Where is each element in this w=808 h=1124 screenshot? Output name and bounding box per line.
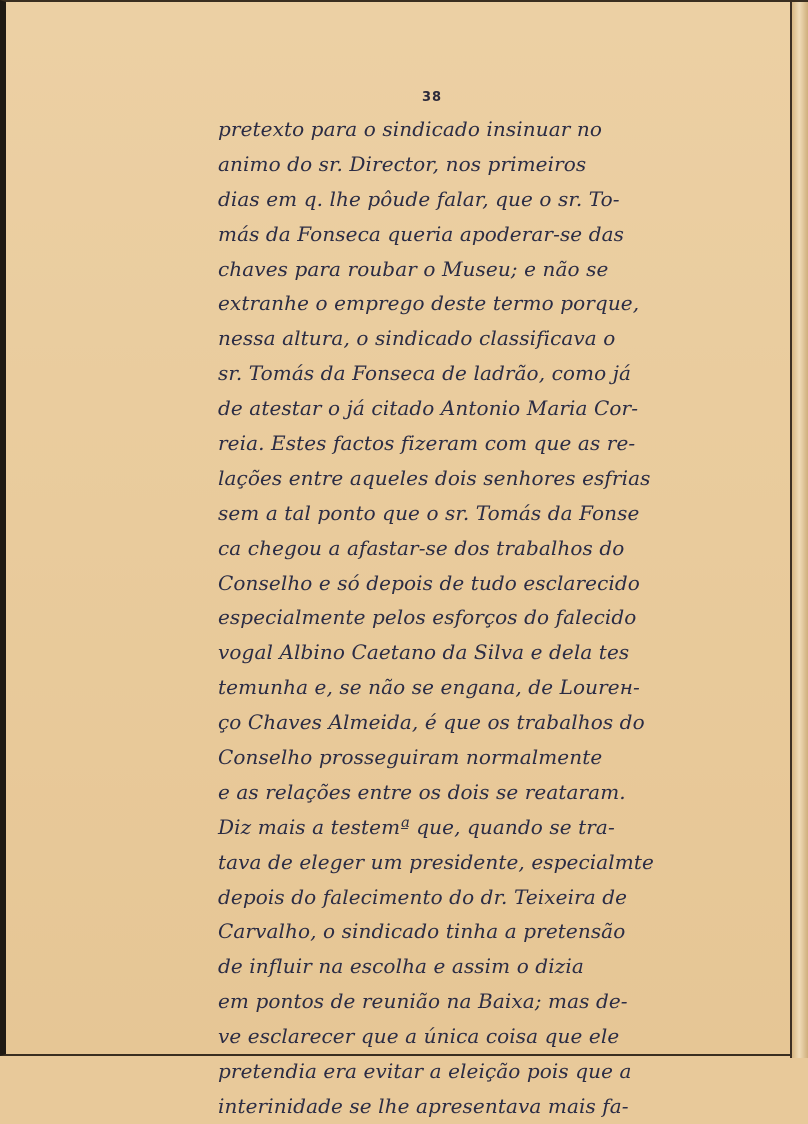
text-line: ço Chaves Almeida, é que os trabalhos do xyxy=(218,710,645,735)
page-edge xyxy=(790,2,808,1058)
text-line: de influir na escolha e assim o dizia xyxy=(218,954,584,979)
text-line: extranhe o emprego deste termo porque, xyxy=(218,291,640,316)
text-line: pretendia era evitar a eleição pois que a xyxy=(218,1059,632,1084)
text-line: de atestar o já citado Antonio Maria Cor- xyxy=(218,396,639,421)
text-line: sr. Tomás da Fonseca de ladrão, como já xyxy=(218,361,632,386)
text-line: em pontos de reunião na Baixa; mas de- xyxy=(218,989,628,1014)
text-line: vogal Albino Caetano da Silva e dela tes xyxy=(218,640,630,665)
text-line: nessa altura, o sindicado classificava o xyxy=(218,326,616,351)
text-line: ca chegou a afastar-se dos trabalhos do xyxy=(218,535,625,560)
text-line: Carvalho, o sindicado tinha a pretensão xyxy=(218,919,626,944)
text-line: Diz mais a testemª que, quando se tra- xyxy=(218,814,615,839)
text-line: dias em q. lhe pôude falar, que o sr. To- xyxy=(218,186,620,211)
handwritten-text-block xyxy=(218,112,698,1124)
page-number: 38 xyxy=(422,90,443,105)
text-line: reia. Estes factos fizeram com que as re- xyxy=(218,431,636,456)
text-line: Conselho prosseguiram normalmente xyxy=(218,745,603,770)
text-line: lações entre aqueles dois senhores esfrias xyxy=(218,465,651,490)
text-line: Conselho e só depois de tudo esclarecido xyxy=(218,570,640,595)
text-line: animo do sr. Director, nos primeiros xyxy=(218,151,587,176)
text-line: chaves para roubar o Museu; e não se xyxy=(218,256,609,281)
text-line: tava de eleger um presidente, especialmte xyxy=(218,849,654,874)
text-line: interinidade se lhe apresentava mais fa- xyxy=(218,1093,629,1118)
text-line: e as relações entre os dois se reataram. xyxy=(218,779,626,804)
text-line: ve esclarecer que a única coisa que ele xyxy=(218,1024,620,1049)
text-line: sem a tal ponto que o sr. Tomás da Fonse xyxy=(218,500,640,525)
text-line: temunha e, se não se engana, de Lourен- xyxy=(218,675,640,700)
text-line: depois do falecimento do dr. Teixeira de xyxy=(218,884,628,909)
text-line: especialmente pelos esforços do falecido xyxy=(218,605,637,630)
text-line: pretexto para o sindicado insinuar no xyxy=(218,117,602,141)
text-line: más da Fonseca queria apoderar-se das xyxy=(218,221,624,246)
